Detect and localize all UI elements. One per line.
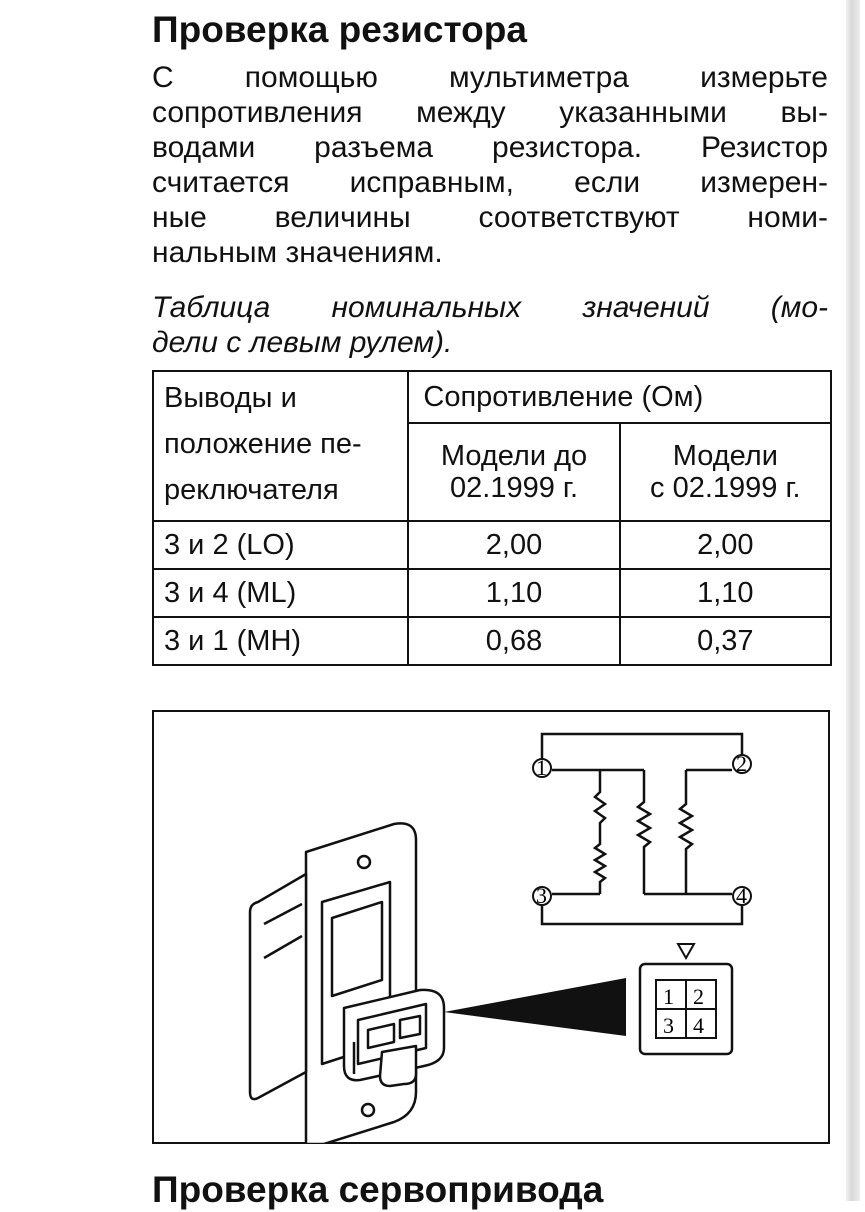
header-line: Выводы и	[164, 382, 297, 414]
value-after: 1,10	[620, 569, 831, 617]
header-line: 02.1999 г.	[450, 472, 579, 504]
header-line: с 02.1999 г.	[650, 472, 801, 504]
table-row	[153, 521, 831, 569]
models-after-header	[620, 423, 831, 521]
connector-pin-4: 4	[693, 1013, 704, 1038]
connector-pin-3: 3	[663, 1013, 674, 1038]
header-line: Модели до	[440, 440, 588, 472]
resistance-header: Сопротивление (Ом)	[408, 371, 831, 423]
row-label: 3 и 4 (ML)	[153, 569, 408, 617]
value-after: 2,00	[620, 521, 831, 569]
resistor-illustration	[154, 712, 830, 1144]
value-before: 1,10	[408, 569, 619, 617]
models-before-header	[408, 423, 619, 521]
row-label: 3 и 1 (MH)	[153, 617, 408, 665]
next-section-title: Проверка сервопривода	[152, 1169, 604, 1210]
resistor-figure	[152, 710, 830, 1144]
terminal-2-label: 2	[736, 751, 747, 776]
paragraph-line: нальным значениям.	[152, 236, 443, 269]
terminals-header	[153, 371, 408, 521]
caption-line: Таблица номинальных значений (мо-	[152, 291, 828, 324]
pointer-wedge	[444, 978, 626, 1036]
resistor-component-drawing	[250, 823, 444, 1144]
connector-pin-1: 1	[663, 984, 674, 1009]
row-label: 3 и 2 (LO)	[153, 521, 408, 569]
connector-pin-2: 2	[693, 984, 704, 1009]
paragraph-line: считается исправным, если измерен-	[152, 166, 828, 199]
paragraph-line: сопротивления между указанными вы-	[152, 96, 828, 129]
circuit-schematic	[542, 734, 742, 924]
header-line: реключателя	[164, 474, 339, 506]
table-caption	[152, 290, 828, 360]
table-header-row	[153, 371, 831, 423]
section-title: Проверка резистора	[152, 9, 527, 50]
paragraph-line: водами разъема резистора. Резистор	[152, 131, 828, 164]
value-after: 0,37	[620, 617, 831, 665]
terminal-1-label: 1	[536, 755, 547, 780]
nominal-values-table	[152, 370, 832, 666]
connector-key-marker	[678, 944, 694, 958]
terminal-3-label: 3	[536, 883, 547, 908]
header-line: Модели	[672, 440, 778, 472]
terminal-4-label: 4	[736, 883, 747, 908]
value-before: 2,00	[408, 521, 619, 569]
value-before: 0,68	[408, 617, 619, 665]
caption-line: дели с левым рулем).	[152, 326, 453, 359]
page-edge	[846, 0, 860, 1201]
header-line: положение пе-	[164, 428, 362, 460]
connector-pinout	[640, 944, 732, 1054]
paragraph-line: С помощью мультиметра измерьте	[152, 61, 828, 94]
table-row	[153, 617, 831, 665]
table-row	[153, 569, 831, 617]
paragraph-line: ные величины соответствуют номи-	[152, 201, 828, 234]
instruction-paragraph	[152, 60, 828, 270]
terminal-markers	[533, 751, 751, 908]
